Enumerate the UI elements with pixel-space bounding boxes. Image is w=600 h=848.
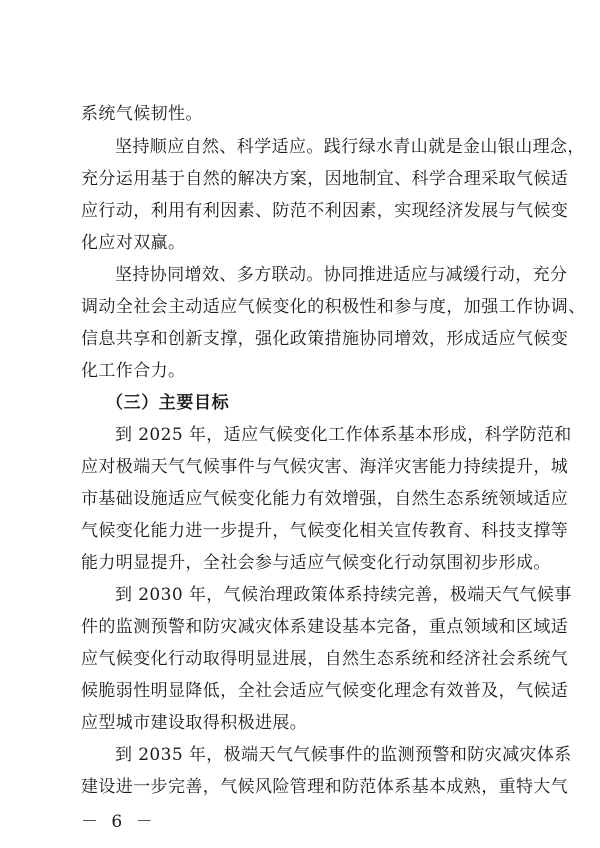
text-line: 候脆弱性明显降低，全社会适应气候变化理念有效普及，气候适 [81, 681, 569, 701]
text-line: 应行动，利用有利因素、防范不利因素，实现经济发展与气候变 [81, 201, 569, 221]
text-line: 气候变化能力进一步提升，气候变化相关宣传教育、科技支撑等 [81, 521, 569, 541]
text-line: 信息共享和创新支撑，强化政策措施协同增效，形成适应气候变 [81, 329, 569, 349]
text-line: 系统气候韧性。 [81, 104, 203, 124]
text-line: 化应对双赢。 [81, 233, 186, 253]
text-line: 应气候变化行动取得明显进展，自然生态系统和经济社会系统气 [81, 649, 569, 669]
text-line: 能力明显提升，全社会参与适应气候变化行动氛围初步形成。 [81, 553, 551, 573]
text-line: 应型城市建设取得积极进展。 [81, 713, 308, 733]
text-line: 建设进一步完善，气候风险管理和防范体系基本成熟，重特大气 [81, 777, 569, 797]
text-line: 充分运用基于自然的解决方案，因地制宜、科学合理采取气候适 [81, 169, 569, 189]
page-number: － 6 － [81, 812, 157, 832]
text-line: 化工作合力。 [81, 361, 186, 381]
text-line: 市基础设施适应气候变化能力有效增强，自然生态系统领域适应 [81, 489, 569, 509]
text-line: 调动全社会主动适应气候变化的积极性和参与度，加强工作协调、 [81, 297, 586, 317]
text-line: 到 2025 年，适应气候变化工作体系基本形成，科学防范和 [115, 425, 572, 445]
text-line: 件的监测预警和防灾减灾体系建设基本完备，重点领域和区域适 [81, 617, 569, 637]
text-line: 到 2035 年，极端天气气候事件的监测预警和防灾减灾体系 [115, 745, 572, 765]
text-line: 到 2030 年，气候治理政策体系持续完善，极端天气气候事 [115, 585, 572, 605]
text-line: 坚持协同增效、多方联动。协同推进适应与减缓行动，充分 [115, 265, 568, 285]
text-line: 应对极端天气气候事件与气候灾害、海洋灾害能力持续提升，城 [81, 457, 569, 477]
section-heading: （三）主要目标 [106, 393, 230, 413]
text-line: 坚持顺应自然、科学适应。践行绿水青山就是金山银山理念， [115, 137, 585, 157]
